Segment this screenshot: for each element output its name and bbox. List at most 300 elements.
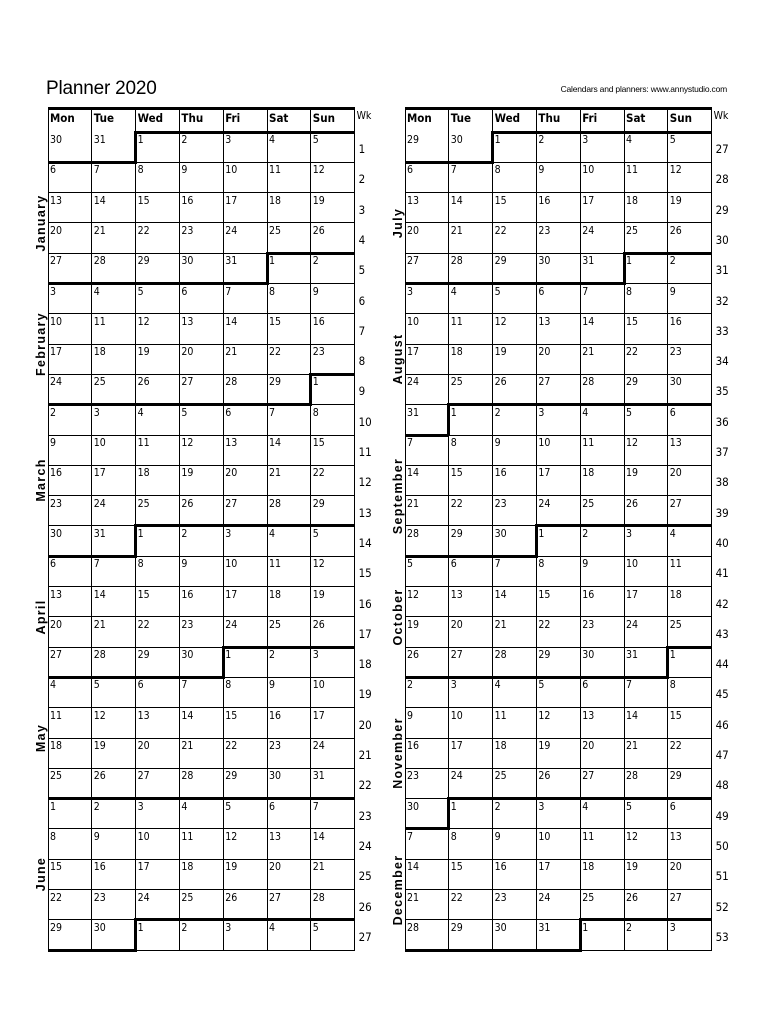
day-cell: 16: [538, 194, 551, 207]
grid-line: [405, 828, 712, 829]
day-cell: 28: [93, 255, 106, 268]
month-boundary-line: [134, 918, 137, 951]
week-number: 17: [358, 626, 372, 641]
day-cell: 19: [626, 861, 639, 874]
month-boundary-line: [493, 131, 712, 134]
month-label-june: June: [34, 857, 48, 892]
day-cell: 15: [538, 588, 551, 601]
day-cell: 7: [181, 679, 188, 692]
day-cell: 3: [669, 921, 676, 934]
day-cell: 16: [181, 194, 194, 207]
day-cell: 7: [225, 285, 232, 298]
day-cell: 25: [181, 891, 194, 904]
week-number: 12: [358, 475, 372, 490]
month-label-september: September: [391, 457, 405, 534]
month-label-december: December: [391, 854, 405, 925]
day-cell: 30: [450, 134, 463, 146]
day-cell: 10: [582, 164, 595, 177]
week-number: 15: [358, 566, 372, 581]
day-cell: 14: [93, 194, 106, 207]
day-cell: 21: [582, 346, 595, 359]
day-cell: 5: [312, 921, 319, 934]
month-label-october: October: [391, 588, 405, 646]
day-cell: 5: [312, 134, 319, 146]
week-number: 31: [715, 263, 729, 278]
day-cell: 29: [538, 649, 551, 662]
day-cell: 9: [181, 558, 188, 571]
day-cell: 30: [538, 255, 551, 268]
day-cell: 21: [407, 891, 420, 904]
week-number: 46: [715, 717, 729, 732]
day-cell: 2: [269, 649, 276, 662]
day-cell: 2: [669, 255, 676, 268]
week-number: 33: [715, 323, 729, 338]
day-cell: 17: [538, 861, 551, 874]
month-boundary-line: [536, 524, 711, 527]
day-cell: 20: [582, 740, 595, 752]
month-boundary-line: [666, 646, 669, 679]
day-cell: 13: [407, 194, 420, 207]
week-number: 39: [715, 505, 729, 520]
day-header-sat: Sat: [269, 111, 289, 125]
day-cell: 31: [626, 649, 639, 662]
week-number: 1: [358, 142, 366, 156]
day-cell: 26: [93, 770, 106, 783]
day-cell: 14: [181, 709, 194, 722]
day-cell: 20: [669, 861, 682, 874]
grid-line: [48, 344, 355, 345]
week-number: 26: [358, 899, 372, 914]
day-cell: 17: [93, 467, 106, 480]
day-cell: 9: [494, 437, 501, 449]
day-header-mon: Mon: [407, 111, 432, 125]
day-cell: 7: [582, 285, 589, 298]
grid-line: [405, 435, 712, 436]
day-cell: 12: [312, 558, 325, 571]
month-boundary-line: [266, 252, 269, 285]
day-cell: 9: [50, 437, 57, 449]
day-cell: 19: [225, 861, 238, 874]
day-cell: 25: [582, 891, 595, 904]
day-cell: 17: [225, 194, 238, 207]
day-cell: 5: [626, 406, 633, 419]
day-cell: 29: [669, 770, 682, 783]
day-header-wed: Wed: [137, 111, 164, 125]
month-label-april: April: [34, 599, 48, 635]
day-cell: 31: [582, 255, 595, 268]
day-header-sun: Sun: [669, 111, 692, 125]
day-cell: 27: [225, 497, 238, 510]
day-cell: 24: [407, 376, 420, 389]
grid-line: [711, 108, 712, 950]
day-cell: 8: [137, 558, 144, 571]
week-number: 28: [715, 172, 729, 187]
day-cell: 15: [312, 437, 325, 449]
day-cell: 17: [137, 861, 150, 874]
day-cell: 8: [669, 679, 676, 692]
day-cell: 7: [407, 437, 414, 449]
day-cell: 18: [494, 740, 507, 752]
day-cell: 4: [269, 921, 276, 934]
day-cell: 8: [50, 830, 57, 843]
day-cell: 3: [312, 649, 319, 662]
week-number: 52: [715, 899, 729, 914]
day-cell: 17: [450, 740, 463, 752]
month-boundary-line: [136, 131, 355, 134]
day-cell: 3: [137, 800, 144, 813]
day-cell: 26: [137, 376, 150, 389]
day-cell: 22: [494, 224, 507, 237]
day-cell: 22: [137, 224, 150, 237]
grid-top-border: [405, 107, 712, 110]
grid-line: [48, 616, 355, 617]
day-cell: 19: [137, 346, 150, 359]
grid-line: [48, 435, 355, 436]
day-cell: 2: [181, 134, 188, 146]
day-header-sat: Sat: [626, 111, 646, 125]
month-boundary-line: [447, 797, 450, 830]
day-cell: 19: [312, 194, 325, 207]
day-cell: 17: [582, 194, 595, 207]
day-cell: 29: [626, 376, 639, 389]
day-cell: 12: [93, 709, 106, 722]
day-cell: 9: [494, 830, 501, 843]
day-cell: 20: [225, 467, 238, 480]
day-cell: 7: [93, 558, 100, 571]
day-header-wed: Wed: [494, 111, 521, 125]
day-cell: 4: [181, 800, 188, 813]
day-cell: 2: [538, 134, 545, 146]
day-cell: 26: [494, 376, 507, 389]
day-header-tue: Tue: [450, 111, 471, 125]
day-cell: 16: [269, 709, 282, 722]
week-number: 18: [358, 657, 372, 672]
day-cell: 29: [312, 497, 325, 510]
week-number: 32: [715, 293, 729, 308]
day-cell: 21: [626, 740, 639, 752]
day-cell: 8: [269, 285, 276, 298]
day-cell: 2: [494, 406, 501, 419]
day-cell: 15: [669, 709, 682, 722]
day-cell: 17: [538, 467, 551, 480]
month-boundary-line: [48, 676, 223, 679]
day-cell: 1: [450, 406, 457, 419]
day-cell: 20: [50, 224, 63, 237]
day-cell: 4: [669, 527, 676, 540]
day-cell: 30: [582, 649, 595, 662]
day-cell: 15: [494, 194, 507, 207]
day-cell: 5: [494, 285, 501, 298]
day-cell: 30: [181, 649, 194, 662]
day-cell: 31: [225, 255, 238, 268]
month-label-may: May: [34, 723, 48, 753]
day-header-thu: Thu: [181, 111, 204, 125]
month-boundary-line: [449, 797, 712, 800]
month-boundary-line: [134, 524, 137, 557]
day-header-fri: Fri: [582, 111, 598, 125]
month-boundary-line: [580, 918, 711, 921]
day-cell: 3: [538, 800, 545, 813]
month-boundary-line: [48, 161, 136, 164]
day-cell: 13: [225, 437, 238, 449]
day-cell: 6: [669, 800, 676, 813]
day-cell: 11: [669, 558, 682, 571]
day-cell: 24: [538, 891, 551, 904]
day-cell: 1: [137, 527, 144, 540]
week-number: 40: [715, 535, 729, 550]
day-cell: 13: [50, 588, 63, 601]
day-cell: 2: [407, 679, 414, 692]
month-boundary-line: [535, 524, 538, 557]
month-label-july: July: [391, 207, 405, 238]
day-cell: 29: [407, 134, 420, 146]
day-cell: 27: [669, 497, 682, 510]
day-cell: 25: [450, 376, 463, 389]
day-cell: 25: [494, 770, 507, 783]
day-cell: 22: [269, 346, 282, 359]
day-cell: 7: [93, 164, 100, 177]
day-cell: 9: [269, 679, 276, 692]
day-cell: 23: [407, 770, 420, 783]
day-cell: 18: [450, 346, 463, 359]
day-cell: 24: [93, 497, 106, 510]
day-cell: 12: [626, 437, 639, 449]
day-cell: 22: [137, 618, 150, 631]
day-cell: 27: [50, 255, 63, 268]
day-cell: 29: [137, 255, 150, 268]
day-cell: 9: [538, 164, 545, 177]
month-boundary-line: [405, 676, 668, 679]
grid-line: [48, 738, 355, 739]
day-cell: 3: [225, 134, 232, 146]
day-cell: 5: [312, 527, 319, 540]
grid-line: [48, 889, 355, 890]
grid-line: [310, 108, 311, 950]
week-number: 47: [715, 748, 729, 762]
grid-line: [405, 465, 712, 466]
day-cell: 26: [312, 224, 325, 237]
day-cell: 24: [225, 618, 238, 631]
day-cell: 8: [225, 679, 232, 692]
month-label-february: February: [34, 312, 48, 377]
day-cell: 4: [93, 285, 100, 298]
day-cell: 13: [669, 830, 682, 843]
month-boundary-line: [449, 403, 712, 406]
month-boundary-line: [405, 282, 624, 285]
day-cell: 28: [494, 649, 507, 662]
day-cell: 7: [626, 679, 633, 692]
month-label-november: November: [391, 717, 405, 789]
day-cell: 15: [450, 861, 463, 874]
day-cell: 16: [669, 315, 682, 328]
grid-line: [267, 108, 268, 950]
day-cell: 14: [269, 437, 282, 449]
day-cell: 29: [450, 527, 463, 540]
week-number: 14: [358, 535, 372, 550]
grid-line: [405, 222, 712, 223]
day-cell: 24: [450, 770, 463, 783]
day-cell: 13: [538, 315, 551, 328]
day-cell: 14: [312, 830, 325, 843]
day-cell: 5: [626, 800, 633, 813]
day-cell: 22: [312, 467, 325, 480]
grid-line: [48, 465, 355, 466]
grid-line: [48, 828, 355, 829]
day-cell: 22: [450, 891, 463, 904]
day-cell: 13: [669, 437, 682, 449]
month-boundary-line: [623, 252, 626, 285]
day-cell: 11: [582, 437, 595, 449]
day-cell: 9: [407, 709, 414, 722]
week-number: 27: [358, 929, 372, 944]
day-cell: 12: [225, 830, 238, 843]
day-cell: 4: [269, 527, 276, 540]
day-cell: 23: [494, 497, 507, 510]
day-cell: 1: [137, 921, 144, 934]
day-cell: 4: [269, 134, 276, 146]
day-cell: 15: [137, 588, 150, 601]
day-cell: 10: [225, 164, 238, 177]
day-cell: 16: [93, 861, 106, 874]
day-cell: 6: [137, 679, 144, 692]
day-cell: 17: [225, 588, 238, 601]
day-cell: 23: [669, 346, 682, 359]
day-cell: 6: [450, 558, 457, 571]
day-cell: 1: [269, 255, 276, 268]
day-cell: 4: [582, 406, 589, 419]
month-boundary-line: [405, 555, 536, 558]
week-number: 44: [715, 657, 729, 672]
month-boundary-line: [668, 646, 712, 649]
day-cell: 16: [312, 315, 325, 328]
day-cell: 31: [538, 921, 551, 934]
day-cell: 6: [538, 285, 545, 298]
day-cell: 25: [269, 224, 282, 237]
day-cell: 30: [50, 134, 63, 146]
day-cell: 24: [582, 224, 595, 237]
day-cell: 17: [50, 346, 63, 359]
day-cell: 11: [269, 558, 282, 571]
day-cell: 5: [669, 134, 676, 146]
month-boundary-line: [136, 524, 355, 527]
grid-line: [405, 707, 712, 708]
day-cell: 18: [137, 467, 150, 480]
day-cell: 9: [312, 285, 319, 298]
month-boundary-line: [447, 403, 450, 436]
day-cell: 26: [407, 649, 420, 662]
week-number: 37: [715, 445, 729, 459]
week-number: 38: [715, 475, 729, 490]
credit-text: Calendars and planners: www.annystudio.com: [560, 84, 727, 94]
month-boundary-line: [48, 403, 311, 406]
day-cell: 12: [538, 709, 551, 722]
day-cell: 11: [137, 437, 150, 449]
week-number: 41: [715, 566, 729, 581]
day-cell: 26: [538, 770, 551, 783]
day-cell: 10: [312, 679, 325, 692]
day-cell: 27: [669, 891, 682, 904]
day-cell: 25: [582, 497, 595, 510]
day-cell: 23: [181, 224, 194, 237]
day-cell: 2: [626, 921, 633, 934]
day-cell: 7: [407, 830, 414, 843]
day-cell: 16: [407, 740, 420, 752]
week-number: 29: [715, 202, 729, 217]
week-number: 34: [715, 354, 729, 369]
day-cell: 10: [538, 830, 551, 843]
day-cell: 13: [50, 194, 63, 207]
day-header-sun: Sun: [312, 111, 335, 125]
grid-line: [354, 108, 355, 950]
week-number: 42: [715, 596, 729, 611]
week-number: 43: [715, 626, 729, 641]
day-cell: 19: [669, 194, 682, 207]
month-boundary-line: [405, 949, 580, 952]
day-cell: 6: [50, 558, 57, 571]
grid-line: [405, 344, 712, 345]
day-cell: 18: [269, 194, 282, 207]
day-cell: 27: [407, 255, 420, 268]
day-cell: 2: [312, 255, 319, 268]
day-cell: 7: [312, 800, 319, 813]
day-cell: 12: [626, 830, 639, 843]
day-cell: 25: [50, 770, 63, 783]
day-cell: 28: [181, 770, 194, 783]
day-cell: 14: [450, 194, 463, 207]
day-cell: 26: [669, 224, 682, 237]
grid-line: [48, 222, 355, 223]
day-cell: 2: [494, 800, 501, 813]
day-cell: 18: [181, 861, 194, 874]
day-cell: 16: [494, 861, 507, 874]
day-cell: 29: [137, 649, 150, 662]
day-cell: 1: [225, 649, 232, 662]
week-number: 49: [715, 808, 729, 823]
day-cell: 3: [225, 921, 232, 934]
day-cell: 10: [450, 709, 463, 722]
day-cell: 28: [93, 649, 106, 662]
month-boundary-line: [579, 918, 582, 951]
day-cell: 21: [494, 618, 507, 631]
grid-line: [48, 192, 355, 193]
day-cell: 13: [181, 315, 194, 328]
day-cell: 27: [450, 649, 463, 662]
day-cell: 8: [450, 437, 457, 449]
day-cell: 14: [407, 467, 420, 480]
day-header-thu: Thu: [538, 111, 561, 125]
day-cell: 30: [93, 921, 106, 934]
day-cell: 23: [269, 740, 282, 752]
grid-line: [405, 768, 712, 769]
month-label-august: August: [391, 333, 405, 385]
day-cell: 11: [494, 709, 507, 722]
day-cell: 4: [494, 679, 501, 692]
day-cell: 6: [269, 800, 276, 813]
grid-line: [405, 616, 712, 617]
week-number: 23: [358, 808, 372, 823]
day-cell: 20: [137, 740, 150, 752]
day-cell: 6: [407, 164, 414, 177]
day-cell: 3: [225, 527, 232, 540]
day-cell: 6: [582, 679, 589, 692]
week-number: 5: [358, 263, 366, 278]
week-number: 6: [358, 293, 366, 308]
week-number: 7: [358, 323, 366, 338]
day-cell: 18: [269, 588, 282, 601]
day-cell: 14: [93, 588, 106, 601]
day-cell: 12: [181, 437, 194, 449]
day-cell: 26: [312, 618, 325, 631]
